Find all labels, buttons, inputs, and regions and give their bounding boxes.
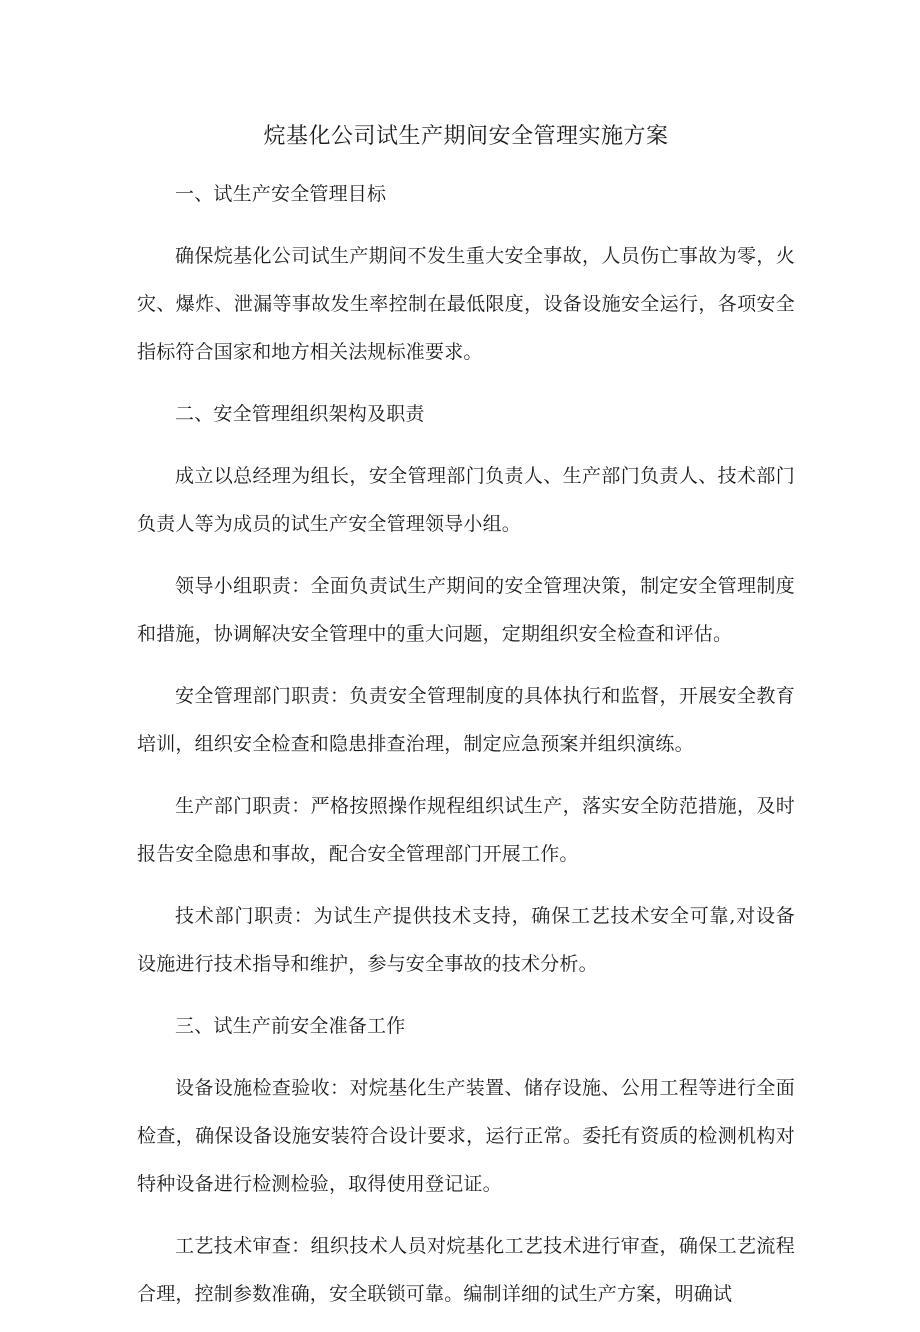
paragraph-safety-dept-duties: 安全管理部门职责：负责安全管理制度的具体执行和监督，开展安全教育培训，组织安全检查和隐患排查治理，制定应急预案并组织演练。 <box>137 685 795 755</box>
paragraph-goals: 确保烷基化公司试生产期间不发生重大安全事故，人员伤亡事故为零，火灾、爆炸、泄漏等事故发生率控制在最低限度，设备设施安全运行，各项安全指标符合国家和地方相关法规标准要求。 <box>137 245 795 363</box>
document-body <box>137 118 795 1332</box>
document-title: 烷基化公司试生产期间安全管理实施方案 <box>263 124 669 149</box>
paragraph-process-review: 工艺技术审查：组织技术人员对烷基化工艺技术进行审查，确保工艺流程合理，控制参数准确，安全联锁可靠。编制详细的试生产方案，明确试 <box>137 1235 795 1305</box>
section-heading-goals: 一、试生产安全管理目标 <box>175 183 387 205</box>
section-heading-organization: 二、安全管理组织架构及职责 <box>175 403 425 425</box>
section-heading-preparation: 三、试生产前安全准备工作 <box>175 1015 406 1037</box>
paragraph-production-dept-duties: 生产部门职责：严格按照操作规程组织试生产，落实安全防范措施，及时报告安全隐患和事故，配合安全管理部门开展工作。 <box>137 795 795 865</box>
paragraph-leadership-group: 成立以总经理为组长，安全管理部门负责人、生产部门负责人、技术部门负责人等为成员的试生产安全管理领导小组。 <box>137 465 795 535</box>
paragraph-technical-dept-duties: 技术部门职责：为试生产提供技术支持，确保工艺技术安全可靠,对设备设施进行技术指导和维护，参与安全事故的技术分析。 <box>137 905 795 975</box>
paragraph-leadership-duties: 领导小组职责：全面负责试生产期间的安全管理决策，制定安全管理制度和措施，协调解决安全管理中的重大问题，定期组织安全检查和评估。 <box>137 575 795 645</box>
paragraph-equipment-inspection: 设备设施检查验收：对烷基化生产装置、储存设施、公用工程等进行全面检查，确保设备设施安装符合设计要求，运行正常。委托有资质的检测机构对特种设备进行检测检验，取得使用登记证。 <box>137 1077 795 1195</box>
